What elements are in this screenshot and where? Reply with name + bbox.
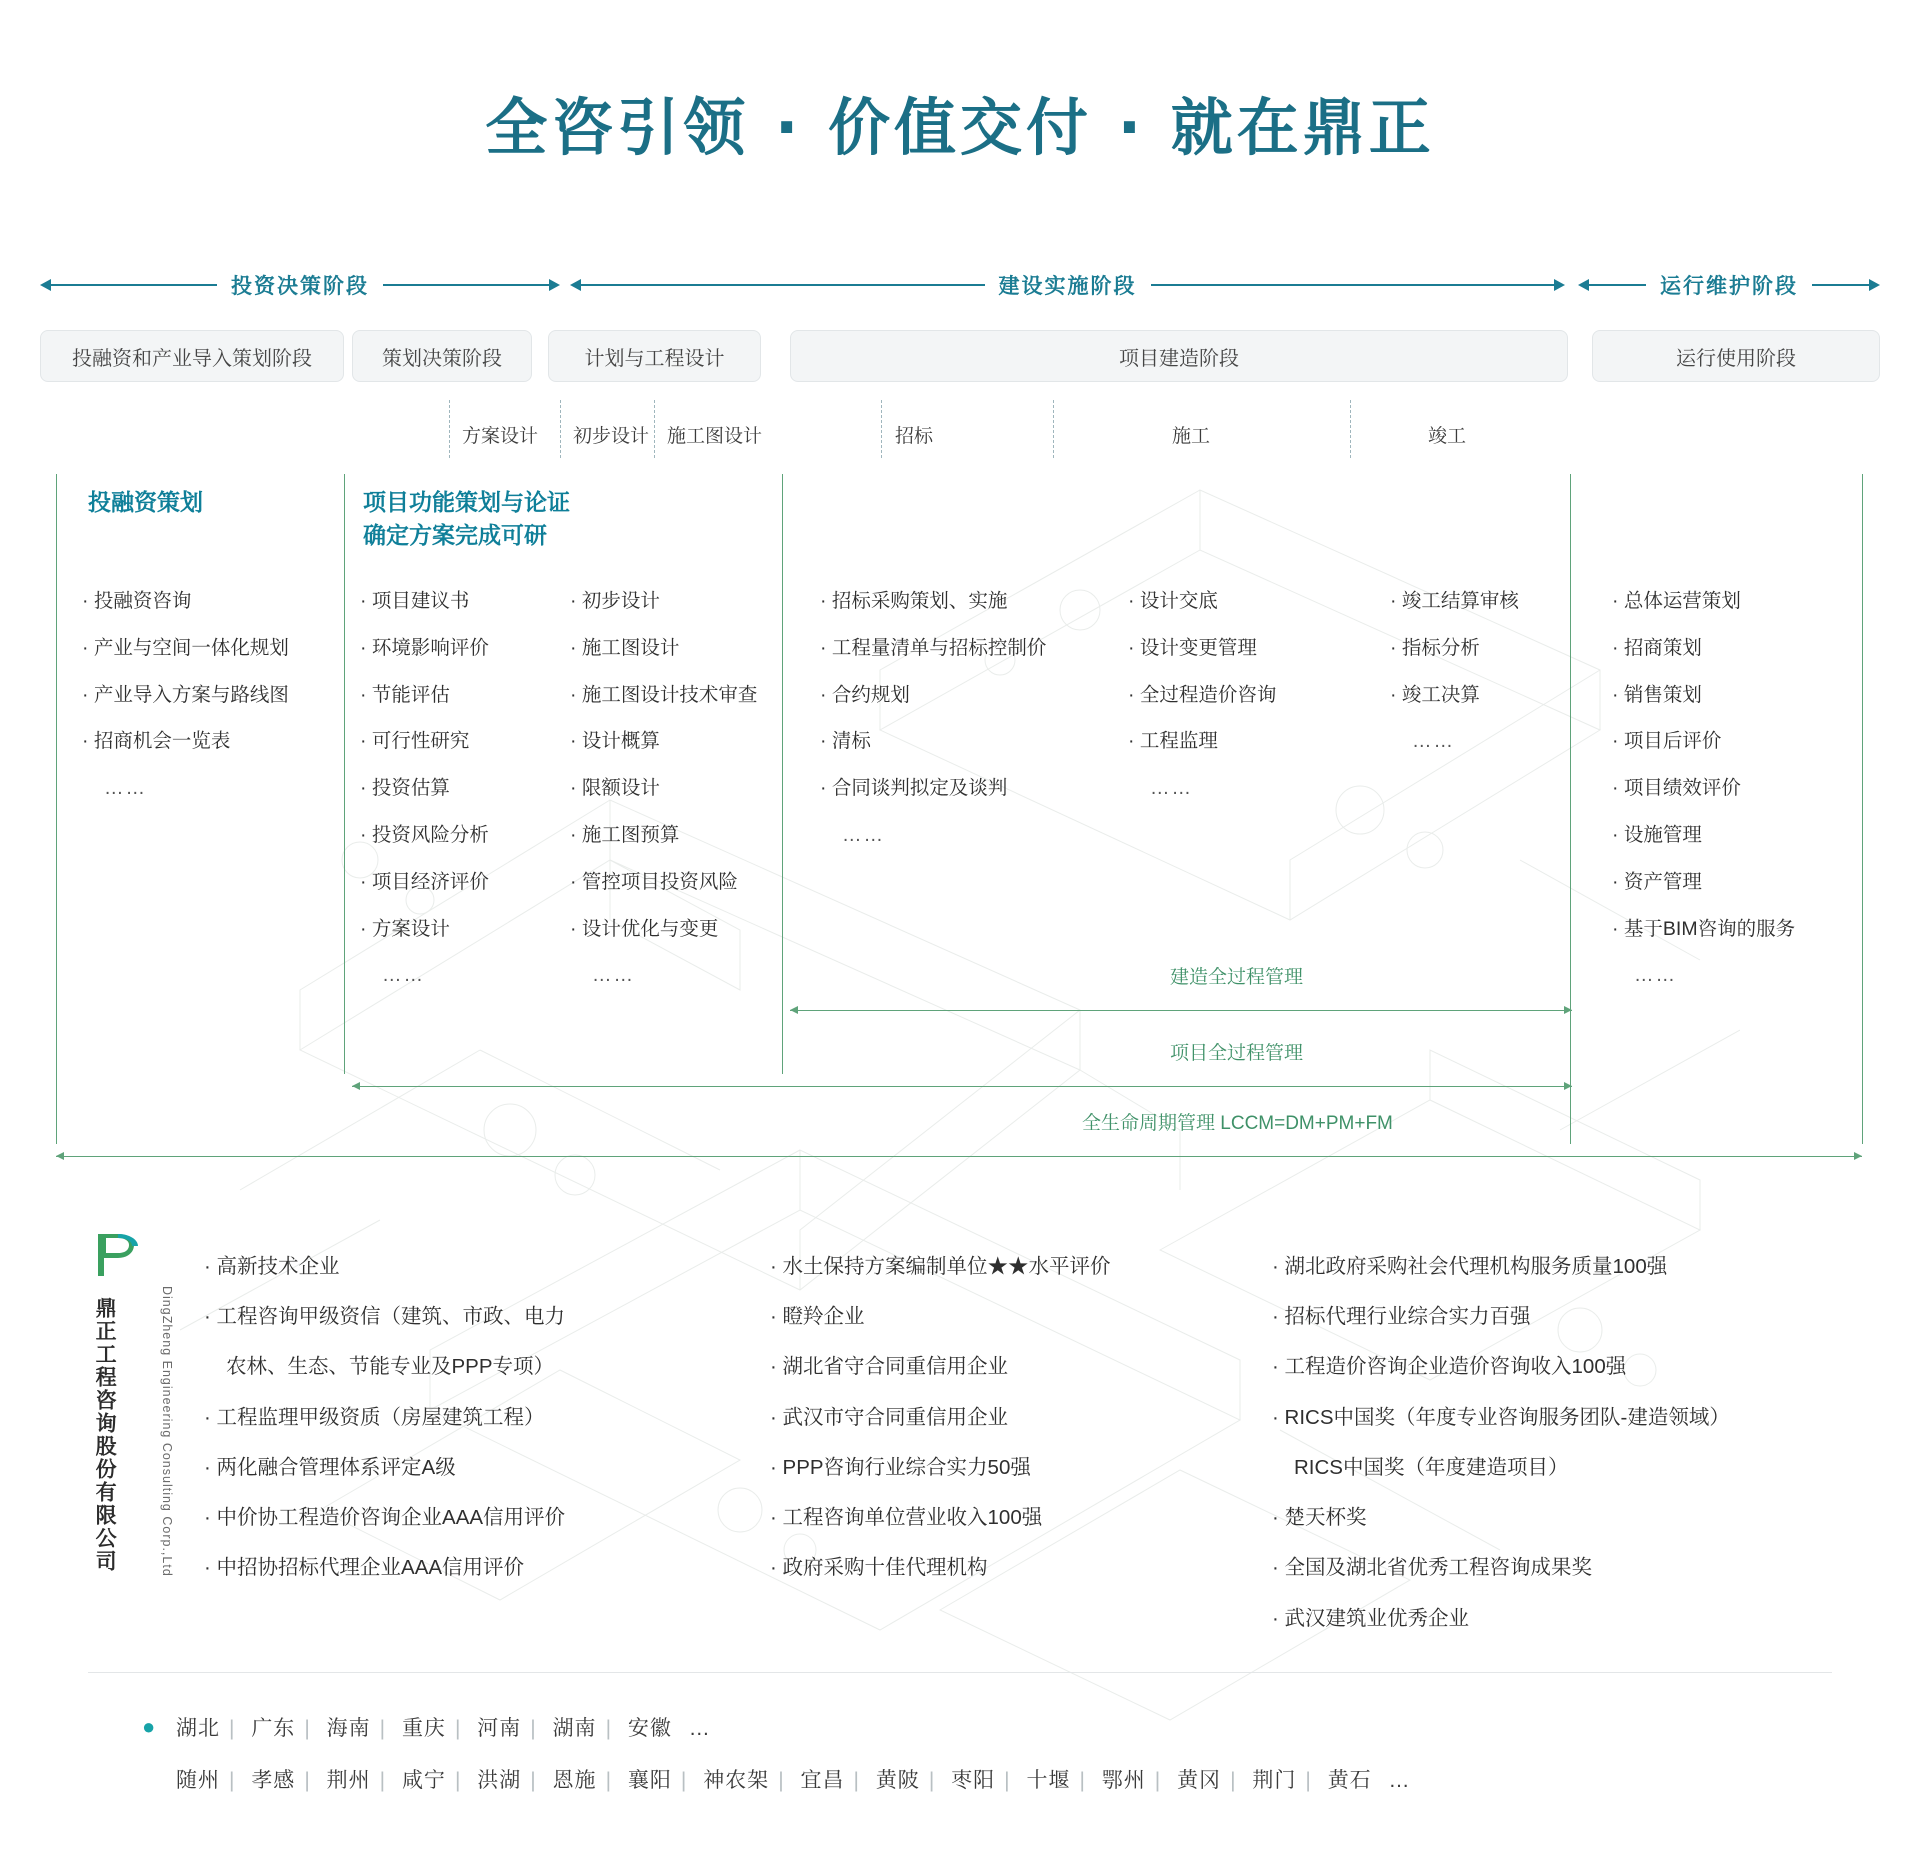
city: 黄陂: [875, 1769, 920, 1792]
list-item: · 可行性研究: [360, 730, 470, 753]
province: 湖南: [552, 1717, 597, 1740]
list-item: · 工程造价咨询企业造价咨询收入100强: [1272, 1355, 1627, 1379]
list-item: · 设计变更管理: [1128, 636, 1257, 659]
city: 宜昌: [800, 1769, 845, 1792]
arrow-left-icon: [570, 279, 581, 291]
list-item: · 全国及湖北省优秀工程咨询成果奖: [1272, 1556, 1593, 1580]
list-item: · 武汉市守合同重信用企业: [770, 1405, 1009, 1429]
tick-divider: [654, 400, 655, 458]
arrow-right-icon: [1554, 279, 1565, 291]
panel-divider-3: [1570, 474, 1571, 1144]
phase-arrow-investment: [40, 268, 560, 302]
province-more: …: [688, 1717, 711, 1740]
list-item: · 合约规划: [820, 683, 910, 706]
province: 重庆: [401, 1717, 446, 1740]
list-item: · 施工图设计: [570, 636, 680, 659]
list-more: ……: [1634, 964, 1677, 987]
city: 鄂州: [1101, 1769, 1146, 1792]
stage-box-financing[interactable]: [40, 330, 344, 382]
city: 黄冈: [1177, 1769, 1222, 1792]
list-item: · RICS中国奖（年度专业咨询服务团队-建造领域）: [1272, 1405, 1730, 1429]
list-item: 农林、生态、节能专业及PPP专项）: [226, 1355, 555, 1379]
city: 荆州: [326, 1769, 371, 1792]
list-item: · 招商策划: [1612, 636, 1702, 659]
province: 广东: [251, 1717, 296, 1740]
list-item: · 工程咨询单位营业收入100强: [770, 1506, 1043, 1530]
list-item: · 项目建议书: [360, 590, 470, 612]
list-item: · 施工图预算: [570, 823, 680, 846]
list-item: · 项目经济评价: [360, 870, 489, 893]
list-item: · 投资风险分析: [360, 823, 489, 846]
list-item: · 工程监理甲级资质（房屋建筑工程）: [204, 1405, 545, 1429]
phase-label: 建设实施阶段: [998, 275, 1137, 298]
footer-locations: [142, 1712, 1411, 1816]
list-item: · 方案设计: [360, 917, 450, 940]
arrow-line: [1589, 284, 1646, 286]
list-item: · 合同谈判拟定及谈判: [820, 777, 1008, 800]
substage-preliminary-design: 初步设计: [573, 426, 650, 447]
list-item: · 设计优化与变更: [570, 917, 719, 940]
list-item: · 设施管理: [1612, 823, 1702, 846]
col-head-line2: 确定方案完成可研: [363, 522, 547, 549]
stage-label: 投融资和产业导入策划阶段: [72, 347, 312, 370]
bullet-list-financing: [82, 578, 289, 812]
credentials-column-2: [770, 1242, 1111, 1594]
list-item: · 项目后评价: [1612, 730, 1722, 753]
list-more: ……: [592, 964, 635, 987]
stage-box-planning-decision[interactable]: [352, 330, 532, 382]
substage-construction: 施工: [1172, 426, 1211, 447]
span-label-build-management: 建造全过程管理: [1170, 967, 1304, 988]
list-item: · 投资估算: [360, 777, 450, 800]
list-item: · 工程咨询甲级资信（建筑、市政、电力: [204, 1305, 566, 1329]
arrow-line: [581, 284, 985, 286]
list-item: · 工程监理: [1128, 730, 1218, 753]
city: 黄石: [1327, 1769, 1372, 1792]
list-item: · 政府采购十佳代理机构: [770, 1556, 988, 1580]
city: 襄阳: [627, 1769, 672, 1792]
arrow-left-icon: [1578, 279, 1589, 291]
list-item: · 总体运营策划: [1612, 590, 1741, 612]
col-head-financing: 投融资策划: [88, 489, 203, 515]
arrow-left-icon: [40, 279, 51, 291]
col-head-feasibility: [363, 486, 570, 553]
list-item: · 湖北政府采购社会代理机构服务质量100强: [1272, 1255, 1668, 1278]
list-item: · 投融资咨询: [82, 590, 192, 612]
list-item: · 设计概算: [570, 730, 660, 753]
substage-construction-drawing: 施工图设计: [667, 426, 763, 447]
list-item: · 节能评估: [360, 683, 450, 706]
span-arrow-build-management: [790, 1010, 1572, 1011]
stage-label: 项目建造阶段: [1119, 347, 1239, 370]
arrow-right-icon: [549, 279, 560, 291]
list-item: · 水土保持方案编制单位★★水平评价: [770, 1255, 1111, 1278]
list-item: · 两化融合管理体系评定A级: [204, 1455, 456, 1479]
stage-label: 策划决策阶段: [382, 347, 502, 370]
arrow-line: [1812, 284, 1869, 286]
city: 孝感: [251, 1769, 296, 1792]
list-item: · 招标代理行业综合实力百强: [1272, 1305, 1531, 1329]
bullet-list-bidding: [820, 578, 1046, 859]
city: 随州: [176, 1769, 220, 1792]
city: 恩施: [552, 1769, 597, 1792]
arrow-line: [383, 284, 549, 286]
stage-box-design[interactable]: [548, 330, 761, 382]
list-item: · 资产管理: [1612, 870, 1702, 893]
substage-completion: 竣工: [1428, 426, 1467, 447]
tick-divider: [560, 400, 561, 458]
list-item: · 瞪羚企业: [770, 1305, 865, 1329]
arrow-right-icon: [1869, 279, 1880, 291]
list-item: · 湖北省守合同重信用企业: [770, 1355, 1009, 1379]
list-item: · 产业导入方案与路线图: [82, 683, 289, 706]
list-item: · 全过程造价咨询: [1128, 683, 1277, 706]
list-item: · 项目绩效评价: [1612, 777, 1741, 800]
stage-label: 运行使用阶段: [1676, 347, 1796, 370]
company-name-en: DingZheng Engineering Consulting Corp.,Ltd: [160, 1286, 174, 1577]
list-item: RICS中国奖（年度建造项目）: [1294, 1455, 1569, 1479]
city: 洪湖: [477, 1769, 522, 1792]
page-title: 全咨引领 · 价值交付 · 就在鼎正: [485, 91, 1435, 164]
list-item: · 中招协招标代理企业AAA信用评价: [204, 1556, 525, 1580]
tick-divider: [881, 400, 882, 458]
bullet-list-design: [570, 578, 757, 999]
footer-provinces-row: ● 湖北 | 广东 | 海南 | 重庆 | 河南 | 湖南 | 安徽 …: [142, 1714, 711, 1740]
list-item: · 指标分析: [1390, 636, 1480, 659]
province: 河南: [477, 1717, 522, 1740]
list-item: · 设计交底: [1128, 590, 1218, 612]
phase-label: 投资决策阶段: [231, 275, 369, 298]
city: 神农架: [703, 1769, 770, 1792]
list-more: ……: [1412, 730, 1455, 753]
tick-divider: [1350, 400, 1351, 458]
list-item: · 销售策划: [1612, 683, 1702, 706]
list-item: · 施工图设计技术审查: [570, 683, 758, 706]
stage-label: 计划与工程设计: [584, 347, 725, 370]
city: 荆门: [1252, 1769, 1297, 1792]
arrow-line: [1151, 284, 1555, 286]
span-arrow-lifecycle: [56, 1156, 1862, 1157]
stage-box-operation[interactable]: [1592, 330, 1880, 382]
list-item: · 产业与空间一体化规划: [82, 636, 289, 659]
company-logo: [88, 1228, 178, 1608]
stage-box-build[interactable]: [790, 330, 1568, 382]
panel-divider-2: [782, 474, 783, 1074]
city: 咸宁: [401, 1769, 446, 1792]
city: 十堰: [1026, 1769, 1071, 1792]
list-item: · 竣工决算: [1390, 683, 1480, 706]
credentials-column-1: [204, 1242, 565, 1594]
bullet-list-completion: [1390, 578, 1519, 765]
list-item: · 清标: [820, 730, 871, 753]
list-item: · 中价协工程造价咨询企业AAA信用评价: [204, 1506, 566, 1530]
province: 安徽: [627, 1717, 672, 1740]
list-item: · 初步设计: [570, 590, 660, 612]
substage-scheme-design: 方案设计: [462, 426, 539, 447]
bullet-list-operation: [1612, 578, 1795, 999]
footer-cities-row: 随州 | 孝感 | 荆州 | 咸宁 | 洪湖 | 恩施 | 襄阳 | 神农架 | 宜昌 | 黄陂 | 枣阳 | 十堰 | 鄂州 | 黄冈 | 荆门 | 黄石 …: [176, 1769, 1411, 1792]
city-more: …: [1388, 1769, 1411, 1792]
bullet-list-construction: [1128, 578, 1276, 812]
list-item: · 武汉建筑业优秀企业: [1272, 1606, 1470, 1630]
list-more: ……: [842, 823, 885, 846]
phase-arrow-construction: [570, 268, 1565, 302]
list-item: · 限额设计: [570, 777, 660, 800]
logo-mark-icon: [88, 1228, 142, 1282]
list-item: · 基于BIM咨询的服务: [1612, 917, 1796, 940]
list-more: ……: [104, 777, 147, 800]
list-item: · 管控项目投资风险: [570, 870, 738, 893]
footer-divider: [88, 1672, 1832, 1673]
location-pin-icon: ●: [142, 1714, 157, 1739]
list-item: · PPP咨询行业综合实力50强: [770, 1455, 1031, 1479]
list-item: · 高新技术企业: [204, 1255, 340, 1278]
credentials-column-3: [1272, 1242, 1730, 1644]
substage-bidding: 招标: [895, 426, 934, 447]
phase-label: 运行维护阶段: [1660, 275, 1798, 298]
list-item: · 招商机会一览表: [82, 730, 231, 753]
tick-divider: [1053, 400, 1054, 458]
list-item: · 环境影响评价: [360, 636, 489, 659]
list-item: · 楚天杯奖: [1272, 1506, 1367, 1530]
panel-right-border: [1862, 474, 1863, 1144]
span-label-lifecycle: 全生命周期管理 LCCM=DM+PM+FM: [1082, 1113, 1393, 1134]
list-item: · 竣工结算审核: [1390, 590, 1519, 612]
province: 湖北: [176, 1717, 220, 1740]
list-more: ……: [1150, 777, 1193, 800]
bullet-list-feasibility: [360, 578, 489, 999]
list-item: · 招标采购策划、实施: [820, 590, 1008, 612]
panel-divider-1: [344, 474, 345, 1074]
province: 海南: [326, 1717, 371, 1740]
arrow-line: [51, 284, 217, 286]
span-label-project-management: 项目全过程管理: [1170, 1043, 1304, 1064]
col-head-line1: 项目功能策划与论证: [363, 489, 570, 515]
list-item: · 工程量清单与招标控制价: [820, 636, 1047, 659]
tick-divider: [449, 400, 450, 458]
span-arrow-project-management: [352, 1086, 1572, 1087]
list-more: ……: [382, 964, 425, 987]
panel-left-border: [56, 474, 57, 1144]
company-name-cn: 鼎正工程咨询股份有限公司: [93, 1297, 117, 1573]
city: 枣阳: [951, 1769, 996, 1792]
phase-arrow-operation: [1578, 268, 1880, 302]
